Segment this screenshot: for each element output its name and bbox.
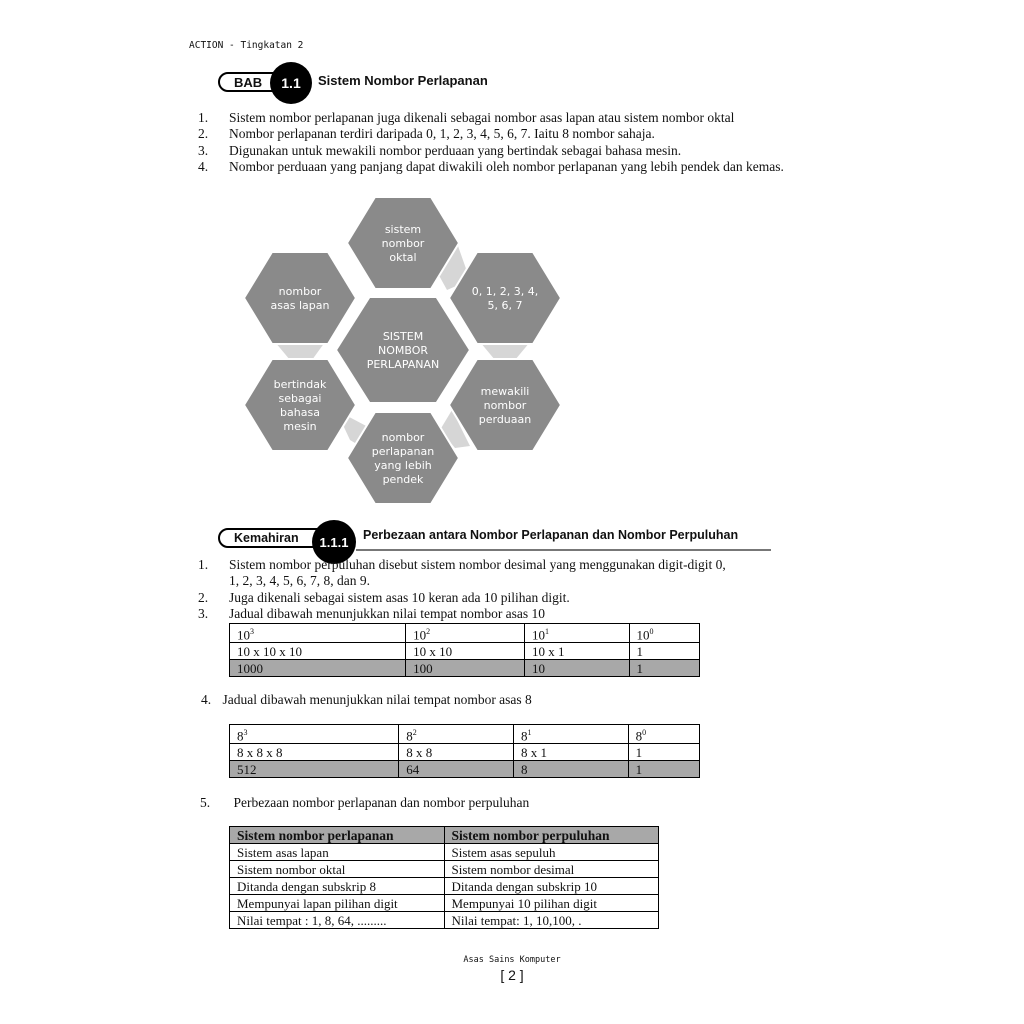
powers-row xyxy=(230,624,700,643)
table-cell: Sistem nombor oktal xyxy=(230,861,445,878)
hexagon-label: sebagai xyxy=(278,392,322,405)
values-row xyxy=(230,660,700,677)
expansion-cell: 8 x 8 xyxy=(399,744,514,761)
table-row xyxy=(230,895,659,912)
table-cell: Mempunyai lapan pilihan digit xyxy=(230,895,445,912)
table-row xyxy=(230,861,659,878)
expansion-cell: 10 x 10 x 10 xyxy=(230,643,406,660)
hexagon-label: bahasa xyxy=(280,406,320,419)
item-text: Sistem nombor perpuluhan disebut sistem nombor desimal yang menggunakan digit-digit 0, 1, 2, 3, 4, 5, 6, 7, 8, dan 9. xyxy=(229,557,726,589)
expansion-cell: 1 xyxy=(628,744,699,761)
list-item xyxy=(198,590,738,606)
expansion-cell: 10 x 1 xyxy=(524,643,629,660)
hexagon-bottom-right xyxy=(449,359,561,451)
table-row xyxy=(230,878,659,895)
expansion-cell: 8 x 8 x 8 xyxy=(230,744,399,761)
hexagon-bottom-left xyxy=(244,359,356,451)
kemahiran-number: 1.1.1 xyxy=(312,520,356,564)
powers-row xyxy=(230,725,700,744)
hexagon-label: NOMBOR xyxy=(377,344,429,357)
kemahiran-title: Perbezaan antara Nombor Perlapanan dan Nombor Perpuluhan xyxy=(363,528,739,542)
hexagon-center xyxy=(336,297,470,403)
kemahiran-list xyxy=(198,557,738,622)
power-cell: $10^1$ xyxy=(524,624,629,643)
kemahiran-underline xyxy=(356,549,771,551)
power-cell: $10^3$ xyxy=(230,624,406,643)
hexagon-label: yang lebih xyxy=(374,459,432,472)
hexagon-label: mesin xyxy=(283,420,317,433)
hexagon-label: perlapanan xyxy=(371,445,435,458)
expansion-row xyxy=(230,744,700,761)
hexagon-label: asas lapan xyxy=(270,299,330,312)
expansion-cell: 1 xyxy=(629,643,699,660)
table-row xyxy=(230,844,659,861)
item-text: Nombor perduaan yang panjang dapat diwakili oleh nombor perlapanan yang lebih pendek dan kemas. xyxy=(229,158,784,174)
table-cell: Sistem asas sepuluh xyxy=(444,844,659,861)
value-cell: 1 xyxy=(629,660,699,677)
item-number: 5. xyxy=(200,795,211,810)
hexagon-label: mewakili xyxy=(480,385,530,398)
item-number: 3. xyxy=(198,605,209,621)
bab-title: Sistem Nombor Perlapanan xyxy=(318,73,488,88)
header-row xyxy=(230,827,659,844)
table-cell: Ditanda dengan subskrip 8 xyxy=(230,878,445,895)
column-header: Sistem nombor perlapanan xyxy=(230,827,445,844)
table-base-8 xyxy=(229,724,700,778)
hexagon-label: SISTEM xyxy=(382,330,424,343)
item-4 xyxy=(201,692,532,708)
power-cell: $8^3$ xyxy=(230,725,399,744)
value-cell: 100 xyxy=(406,660,525,677)
hexagon-label: pendek xyxy=(382,473,424,486)
column-header: Sistem nombor perpuluhan xyxy=(444,827,659,844)
hexagon-label: oktal xyxy=(389,251,417,264)
item-number: 3. xyxy=(198,142,209,158)
value-cell: 1 xyxy=(628,761,699,778)
hexagon-label: bertindak xyxy=(273,378,327,391)
comparison-table xyxy=(229,826,659,929)
item-number: 4. xyxy=(198,158,209,174)
list-item xyxy=(198,606,738,622)
item-text: Sistem nombor perlapanan juga dikenali sebagai nombor asas lapan atau sistem nombor oktal xyxy=(229,110,735,125)
expansion-cell: 8 x 1 xyxy=(513,744,628,761)
power-cell: $8^1$ xyxy=(513,725,628,744)
hexagon-label: nombor xyxy=(483,399,527,412)
value-cell: 1000 xyxy=(230,660,406,677)
hexagon-top-left xyxy=(244,252,356,344)
item-number: 1. xyxy=(198,110,209,125)
footer-text: Asas Sains Komputer xyxy=(463,955,561,965)
table-cell: Nilai tempat: 1, 10,100, . xyxy=(444,912,659,929)
item-text: Nombor perlapanan terdiri daripada 0, 1, 2, 3, 4, 5, 6, 7. Iaitu 8 nombor sahaja. xyxy=(229,126,655,142)
table-base-10 xyxy=(229,623,700,677)
value-cell: 10 xyxy=(524,660,629,677)
kemahiran-label: Kemahiran xyxy=(218,528,328,548)
hexagon-label: nombor xyxy=(278,285,322,298)
hexagon-label: nombor xyxy=(381,237,425,250)
power-cell: $8^2$ xyxy=(399,725,514,744)
value-cell: 8 xyxy=(513,761,628,778)
value-cell: 512 xyxy=(230,761,399,778)
values-row xyxy=(230,761,700,778)
item-number: 1. xyxy=(198,557,209,572)
list-item xyxy=(198,557,738,590)
item-text: Jadual dibawah menunjukkan nilai tempat nombor asas 10 xyxy=(229,605,546,621)
page-number: [ 2 ] xyxy=(500,967,524,983)
table-cell: Sistem asas lapan xyxy=(230,844,445,861)
power-cell: $10^0$ xyxy=(629,624,699,643)
hexagon-label: perduaan xyxy=(478,413,532,426)
table-cell: Ditanda dengan subskrip 10 xyxy=(444,878,659,895)
value-cell: 64 xyxy=(399,761,514,778)
item-number: 2. xyxy=(198,126,209,142)
item-text: Jadual dibawah menunjukkan nilai tempat nombor asas 8 xyxy=(222,692,532,707)
item-text: Juga dikenali sebagai sistem asas 10 keran ada 10 pilihan digit. xyxy=(229,589,570,605)
page-header: ACTION - Tingkatan 2 xyxy=(189,40,304,51)
expansion-row xyxy=(230,643,700,660)
table-cell: Mempunyai 10 pilihan digit xyxy=(444,895,659,912)
item-5 xyxy=(200,795,529,811)
hexagon-label: 5, 6, 7 xyxy=(487,299,523,312)
hexagon-label: sistem xyxy=(384,223,422,236)
item-number: 2. xyxy=(198,589,209,605)
item-text: Digunakan untuk mewakili nombor perduaan yang bertindak sebagai bahasa mesin. xyxy=(229,142,682,158)
power-cell: $10^2$ xyxy=(406,624,525,643)
hexagon-top-right xyxy=(449,252,561,344)
expansion-cell: 10 x 10 xyxy=(406,643,525,660)
power-cell: $8^0$ xyxy=(628,725,699,744)
table-cell: Nilai tempat : 1, 8, 64, ......... xyxy=(230,912,445,929)
bab-number: 1.1 xyxy=(270,62,312,104)
item-text: Perbezaan nombor perlapanan dan nombor perpuluhan xyxy=(233,795,530,810)
table-cell: Sistem nombor desimal xyxy=(444,861,659,878)
hexagon-label: PERLAPANAN xyxy=(366,358,440,371)
item-number: 4. xyxy=(201,692,212,707)
hexagon-label: nombor xyxy=(381,431,425,444)
hexagon-label: 0, 1, 2, 3, 4, xyxy=(471,285,539,298)
bab-label: BAB xyxy=(218,72,298,92)
table-row xyxy=(230,912,659,929)
